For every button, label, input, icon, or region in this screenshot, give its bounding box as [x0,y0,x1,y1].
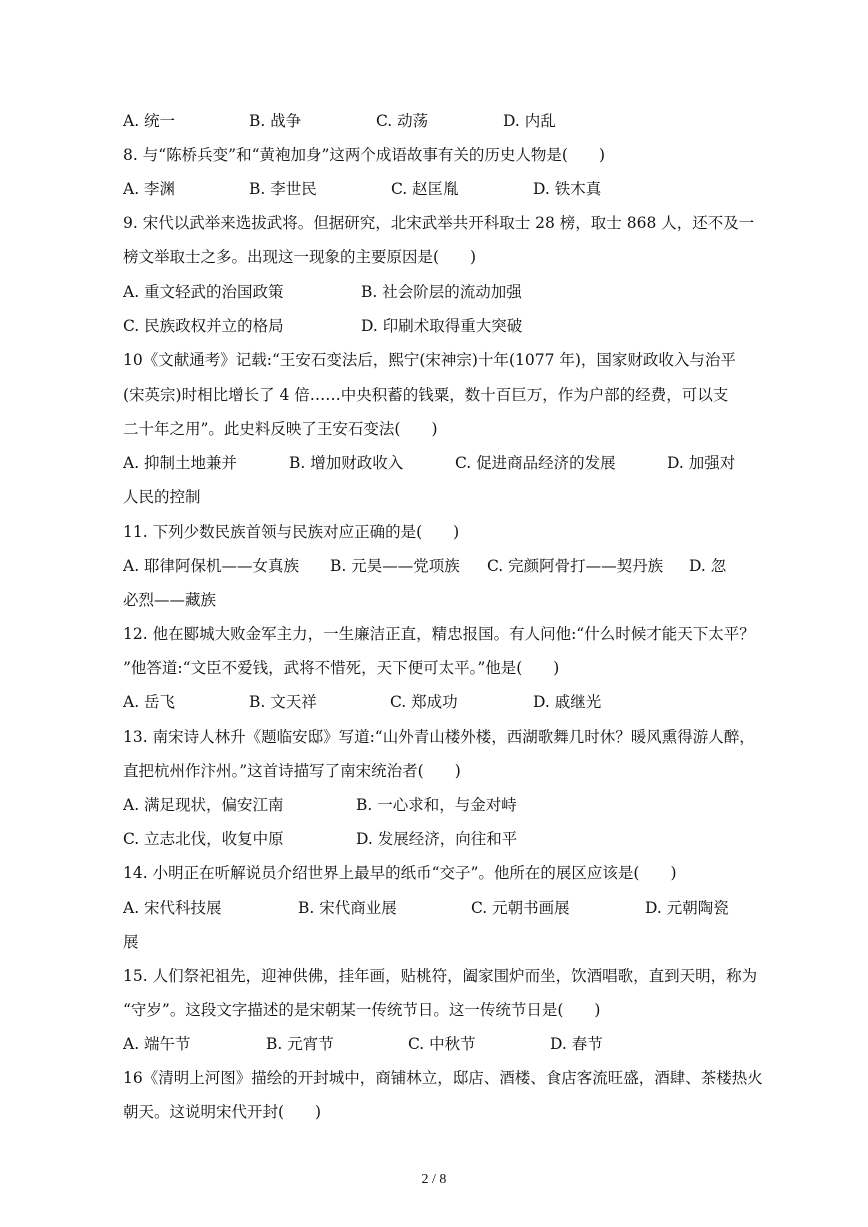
q10-option-d: D. 加强对 [667,454,736,472]
q8-option-a: A. 李渊 [123,180,176,198]
q14-option-d-wrap: 展 [123,933,139,951]
q9-option-c: C. 民族政权并立的格局 [123,317,284,335]
q15-stem-line-2: “守岁”。这段文字描述的是宋朝某一传统节日。这一传统节日是( ) [123,1001,601,1019]
q10-option-c: C. 促进商品经济的发展 [455,454,616,472]
q15-option-a: A. 端午节 [123,1035,191,1053]
q7-option-d: D. 内乱 [503,112,556,130]
q8-stem: 8. 与“陈桥兵变”和“黄袍加身”这两个成语故事有关的历史人物是( ) [123,146,606,164]
q15-option-d: D. 春节 [550,1035,603,1053]
q11-option-c: C. 完颜阿骨打——契丹族 [487,557,664,575]
q9-option-a: A. 重文轻武的治国政策 [123,283,284,301]
q13-stem-line-1: 13. 南宋诗人林升《题临安邸》写道:“山外青山楼外楼，西湖歌舞几时休？暖风熏得游人醉， [123,728,755,746]
q8-option-d: D. 铁木真 [533,180,602,198]
q12-stem-line-2: ”他答道:“文臣不爱钱，武将不惜死，天下便可太平。”他是( ) [123,659,560,677]
q15-stem-line-1: 15. 人们祭祀祖先，迎神供佛，挂年画，贴桃符，阖家围炉而坐，饮酒唱歌，直到天明，称为 [123,967,758,985]
q10-stem-line-1: 10《文献通考》记载:“王安石变法后，熙宁(宋神宗)十年(1077 年)，国家财政收入与治平 [123,351,736,369]
q9-option-b: B. 社会阶层的流动加强 [361,283,522,301]
q9-stem-line-2: 榜文举取士之多。出现这一现象的主要原因是( ) [123,248,477,266]
q11-option-b: B. 元昊——党项族 [330,557,460,575]
q15-option-b: B. 元宵节 [266,1035,334,1053]
q12-option-d: D. 戚继光 [533,693,602,711]
q9-option-d: D. 印刷术取得重大突破 [361,317,523,335]
q10-option-b: B. 增加财政收入 [289,454,404,472]
q11-stem: 11. 下列少数民族首领与民族对应正确的是( ) [123,523,460,541]
q9-stem-line-1: 9. 宋代以武举来选拔武将。但据研究，北宋武举共开科取士 28 榜，取士 868 人，还不及一 [123,214,755,232]
q11-option-a: A. 耶律阿保机——女真族 [123,557,300,575]
q12-stem-line-1: 12. 他在郾城大败金军主力，一生廉洁正直，精忠报国。有人问他:“什么时候才能天下太平？ [123,625,755,643]
q12-option-a: A. 岳飞 [123,693,176,711]
q10-stem-line-2: (宋英宗)时相比增长了 4 倍……中央积蓄的钱粟，数十百巨万，作为户部的经费，可以支 [123,386,729,404]
q8-option-b: B. 李世民 [249,180,317,198]
q14-option-a: A. 宋代科技展 [123,899,222,917]
q14-option-b: B. 宋代商业展 [298,899,397,917]
q13-option-c: C. 立志北伐，收复中原 [123,830,284,848]
q13-option-a: A. 满足现状，偏安江南 [123,796,284,814]
q7-option-b: B. 战争 [249,112,302,130]
q16-stem-line-1: 16《清明上河图》描绘的开封城中，商铺林立，邸店、酒楼、食店客流旺盛，酒肆、茶楼热火 [123,1069,763,1087]
q7-option-c: C. 动荡 [376,112,429,130]
q12-option-b: B. 文天祥 [249,693,317,711]
q13-option-b: B. 一心求和，与金对峙 [356,796,517,814]
q8-option-c: C. 赵匡胤 [391,180,459,198]
q14-option-d: D. 元朝陶瓷 [645,899,729,917]
q10-option-d-wrap: 人民的控制 [123,488,201,506]
q11-option-d-wrap: 必烈——藏族 [123,591,217,609]
q14-option-c: C. 元朝书画展 [471,899,570,917]
q7-option-a: A. 统一 [123,112,176,130]
q15-option-c: C. 中秋节 [408,1035,476,1053]
q13-option-d: D. 发展经济，向往和平 [356,830,518,848]
q14-stem: 14. 小明正在听解说员介绍世界上最早的纸币“交子”。他所在的展区应该是( ) [123,864,677,882]
q10-stem-line-3: 二十年之用”。此史料反映了王安石变法( ) [123,420,438,438]
q11-option-d: D. 忽 [689,557,727,575]
page-number: 2 / 8 [421,1172,447,1187]
q12-option-c: C. 郑成功 [390,693,458,711]
q16-stem-line-2: 朝天。这说明宋代开封( ) [123,1103,322,1121]
q13-stem-line-2: 直把杭州作汴州。”这首诗描写了南宋统治者( ) [123,762,461,780]
q10-option-a: A. 抑制土地兼并 [123,454,238,472]
